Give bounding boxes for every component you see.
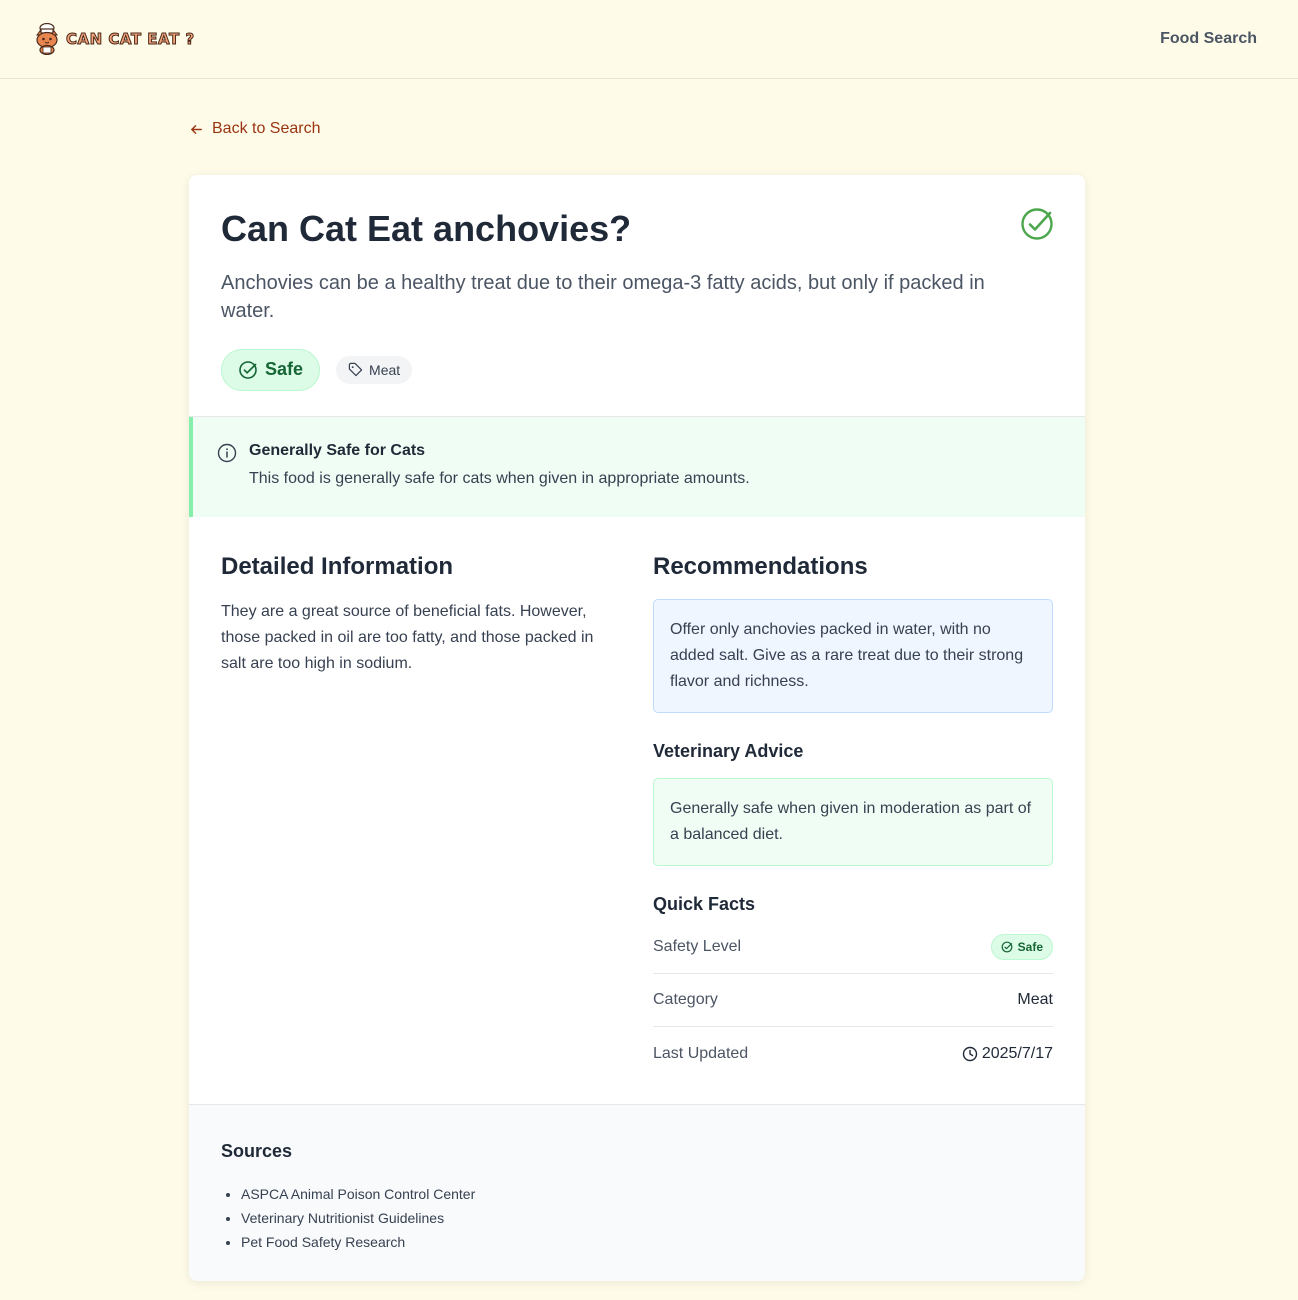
fact-label: Category [653,991,718,1008]
info-icon [217,443,237,463]
safety-level-badge [991,934,1053,960]
quick-facts-heading: Quick Facts [653,894,756,914]
back-to-search-link[interactable] [189,120,321,138]
detailed-information [221,553,621,1104]
recommendations-text: Offer only anchovies packed in water, with no added salt. Give as a rare treat due to their strong flavor and richness. [653,599,1053,713]
check-circle-icon [1020,207,1054,241]
source-item: • ASPCA Animal Poison Control Center [241,1182,1053,1206]
check-circle-icon [238,360,258,380]
check-circle-icon [1001,941,1013,953]
safety-alert [189,417,1085,517]
veterinary-advice-text: Generally safe when given in moderation as part of a balanced diet. [653,778,1053,866]
logo-text: CAN CAT EAT ? [66,30,195,48]
arrow-left-icon [189,122,204,137]
safety-badge [221,349,320,391]
source-item: • Veterinary Nutritionist Guidelines [241,1206,1053,1230]
recommendations-panel [653,553,1053,1104]
food-tags [221,349,1053,391]
clock-icon [962,1046,978,1062]
quick-facts-list [653,921,1053,1080]
food-detail-card [189,175,1085,1281]
alert-title: Generally Safe for Cats [249,442,426,459]
fact-label: Last Updated [653,1044,749,1062]
safety-level-label: Safe [1017,940,1043,954]
back-to-search-label: Back to Search [212,120,321,137]
site-logo[interactable] [32,23,195,55]
sources-section [189,1104,1085,1281]
category-badge[interactable] [336,356,412,384]
sources-heading: Sources [221,1141,293,1161]
safety-badge-label: Safe [265,359,304,380]
fact-value: Meat [1017,991,1053,1008]
site-header [0,0,1298,79]
nav-food-search-link[interactable]: Food Search [1160,30,1257,47]
fact-label: Safety Level [653,938,742,955]
veterinary-advice-heading: Veterinary Advice [653,741,804,761]
detailed-information-text: They are a great source of beneficial fats. However, those packed in oil are too fatty, and those packed in salt are too high in sodium. [221,603,594,672]
fact-row-category [653,974,1053,1027]
food-summary: Anchovies can be a healthy treat due to their omega-3 fatty acids, but only if packed in water. [221,271,985,322]
source-item: • Pet Food Safety Research [241,1230,1053,1254]
details-columns [189,517,1085,1104]
category-badge-label: Meat [369,361,401,378]
page-title: Can Cat Eat anchovies? [221,208,632,249]
sources-list [221,1182,1053,1254]
food-header-section [189,175,1085,417]
recommendations-heading: Recommendations [653,553,868,580]
cat-chef-logo-icon [32,23,62,55]
detailed-information-heading: Detailed Information [221,553,454,580]
fact-row-updated [653,1027,1053,1080]
alert-text: This food is generally safe for cats when given in appropriate amounts. [249,470,750,487]
tag-icon [348,362,363,377]
fact-value-updated [962,1045,1053,1063]
fact-row-safety [653,921,1053,974]
last-updated-date: 2025/7/17 [981,1044,1053,1062]
